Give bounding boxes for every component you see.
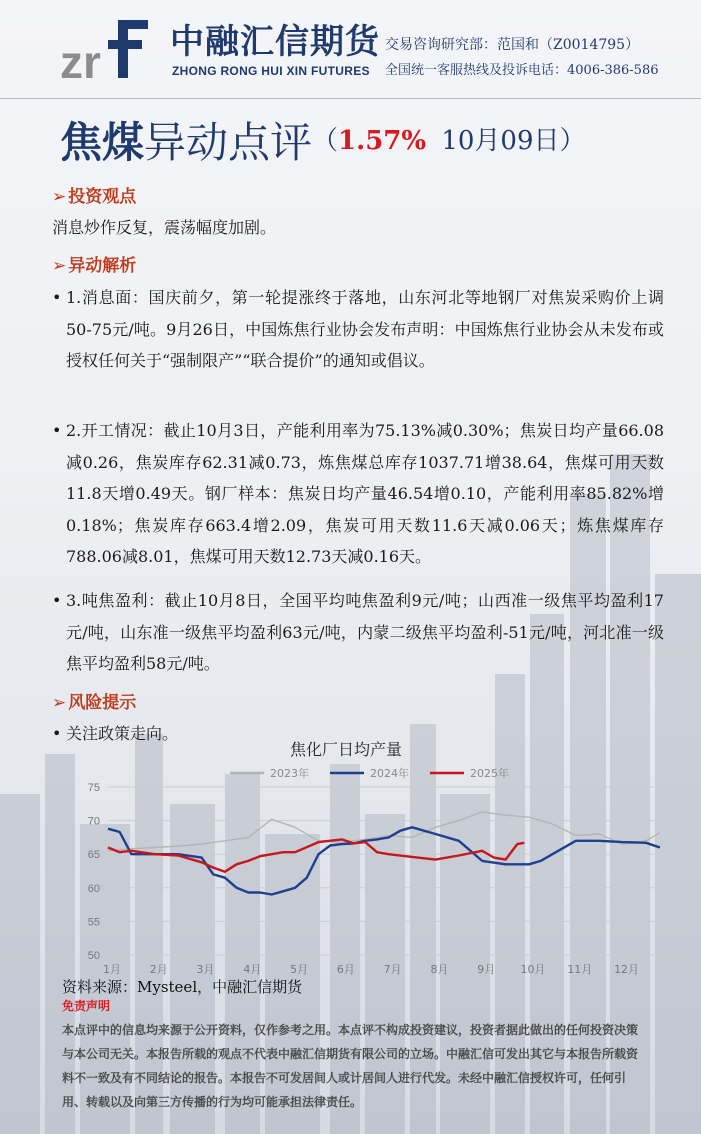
svg-text:zr: zr	[60, 36, 101, 82]
disclaimer-text: 本点评中的信息均来源于公开资料，仅作参考之用。本点评不构成投资建议，投资者据此做出的任何投资决策与本公司无关。本报告所载的观点不代表中融汇信期货有限公司的立场。中融汇信可发出其它与本报告所载资料不一致及有不同结论的报告。本报告不可发居间人或计居间人进行代发。未经中融汇信授权许可，任何引用、转载以及向第三方传播的行为均可能承担法律责任。	[62, 1023, 639, 1109]
report-date: 10月09日	[441, 126, 560, 156]
analysis-item: • 3.吨焦盈利：截止10月8日，全国平均吨焦盈利9元/吨；山西准一级焦平均盈利17元/吨，山东准一级焦平均盈利63元/吨，内蒙二级焦平均盈利-51元/吨，河北准一级焦平均盈利58元/吨。	[52, 585, 664, 680]
company-name-en: ZHONG RONG HUI XIN FUTURES	[172, 64, 370, 78]
bullet-icon: •	[52, 421, 62, 440]
y-tick-label: 65	[87, 849, 100, 862]
y-tick-label: 50	[87, 950, 100, 962]
x-tick-label: 1月	[103, 963, 121, 976]
coke-output-chart	[70, 735, 670, 980]
x-tick-label: 11月	[567, 963, 593, 976]
x-tick-label: 8月	[430, 963, 449, 976]
title-paren-close: ）	[559, 126, 586, 156]
analyst-line: 交易咨询研究部：范国和（Z0014795）	[385, 37, 640, 53]
risk-item: • 关注政策走向。	[52, 718, 664, 750]
y-tick-label: 55	[87, 916, 100, 929]
section-risk-heading: ➢ 风险提示	[52, 693, 137, 713]
x-tick-label: 3月	[196, 963, 215, 976]
analysis-item: • 2.开工情况：截止10月3日，产能利用率为75.13%减0.30%；焦炭日均产量66.08减0.26，焦炭库存62.31减0.73，炼焦煤总库存1037.71增38.64，焦煤可用天数11.8天增0.49天。钢厂样本：焦炭日均产量46.54增0.10，产能利用率85.82%增0.18%；焦炭库存663.4增2.09，焦炭可用天数11.6天减0.06天；炼焦煤库存788.06减8.01，焦煤可用天数12.73天减0.16天。	[52, 415, 664, 573]
company-name-cn: 中融汇信期货	[170, 22, 380, 62]
x-tick-label: 12月	[614, 963, 640, 976]
y-tick-label: 70	[87, 815, 100, 828]
chart-title: 焦化厂日均产量	[290, 740, 403, 759]
header-divider	[0, 98, 701, 99]
series-line	[108, 812, 660, 851]
data-source: 资料来源：Mysteel，中融汇信期货	[62, 978, 303, 996]
report-title	[60, 110, 586, 166]
legend-label: 2025年	[470, 767, 509, 780]
disclaimer-title: 免责声明	[62, 999, 111, 1013]
bullet-icon: •	[52, 288, 62, 307]
section-view-heading: ➢ 投资观点	[52, 187, 137, 207]
logo-icon	[60, 10, 160, 82]
bullet-icon: •	[52, 591, 62, 610]
hotline-line: 全国统一客服热线及投诉电话：4006-386-586	[385, 63, 659, 78]
x-tick-label: 7月	[383, 963, 402, 976]
view-text: 消息炒作反复，震荡幅度加剧。	[52, 218, 277, 237]
section-analysis-heading: ➢ 异动解析	[52, 256, 137, 276]
legend-label: 2024年	[370, 767, 409, 780]
analysis-item: • 1.消息面：国庆前夕，第一轮提涨终于落地，山东河北等地钢厂对焦炭采购价上调50-75元/吨。9月26日，中国炼焦行业协会发布声明：中国炼焦行业协会从未发布或授权任何关于“强制限产”“联合提价”的通知或倡议。	[52, 282, 664, 377]
price-change: 1.57%	[338, 126, 427, 156]
x-tick-label: 4月	[243, 963, 262, 976]
x-tick-label: 6月	[336, 963, 355, 976]
x-tick-label: 10月	[520, 963, 546, 976]
x-tick-label: 9月	[477, 963, 496, 976]
arrow-icon: ➢	[52, 256, 67, 276]
title-label: 异动点评	[144, 118, 313, 167]
series-line	[108, 827, 660, 894]
title-commodity: 焦煤	[60, 118, 145, 167]
bullet-icon: •	[52, 724, 62, 743]
arrow-icon: ➢	[52, 187, 67, 207]
y-tick-label: 60	[87, 882, 100, 895]
report-header	[0, 0, 701, 100]
x-tick-label: 2月	[149, 963, 168, 976]
x-tick-label: 5月	[290, 963, 309, 976]
title-paren-open: （	[312, 126, 339, 156]
y-tick-label: 75	[87, 782, 100, 794]
arrow-icon: ➢	[52, 693, 67, 713]
legend-label: 2023年	[270, 767, 309, 780]
